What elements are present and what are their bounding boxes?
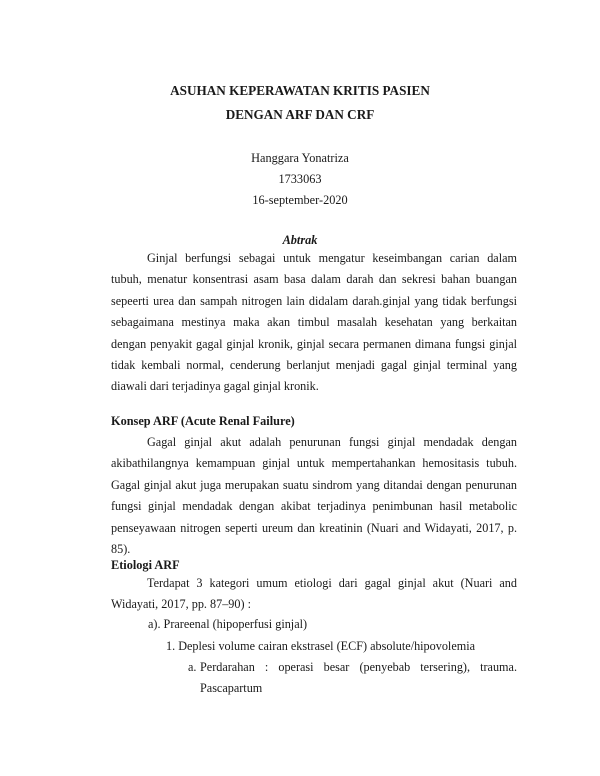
list-item-prarenal: a). Prareenal (hipoperfusi ginjal) [148, 617, 308, 631]
abstract-heading: Abtrak [282, 233, 318, 247]
list-marker: a. [188, 660, 197, 674]
title-line-1: ASUHAN KEPERAWATAN KRITIS PASIEN [170, 83, 430, 98]
list-item-deplesi: 1. Deplesi volume cairan ekstrasel (ECF) absolute/hipovolemia [166, 639, 476, 653]
author-name: Hanggara Yonatriza [251, 151, 349, 165]
list-item-perdarahan [188, 657, 517, 700]
author-id: 1733063 [278, 172, 322, 186]
etiologi-heading: Etiologi ARF [111, 558, 180, 572]
title-line-2: DENGAN ARF DAN CRF [225, 107, 375, 122]
konsep-heading: Konsep ARF (Acute Renal Failure) [111, 414, 295, 428]
etiologi-intro: Terdapat 3 kategori umum etiologi dari gagal ginjal akut (Nuari and Widayati, 2017, pp. 87–90) : [111, 576, 517, 612]
abstract-paragraph: Ginjal berfungsi sebagai untuk mengatur keseimbangan carian dalam tubuh, menatur konsentrasi asam basa dalam darah dan sekresi bahan buangan sepeerti urea dan sampah nitrogen lain didalam darah.ginjal yang tidak berfungsi sebagaimana mestinya maka akan timbul masalah kesehatan yang berkaitan dengan penyakit gagal ginjal kronik, ginjal secara permanen dimana fungsi ginjal tidak kembali normal, cenderung berlanjut menjadi gagal ginjal terminal yang diawali dari terjadinya gagal ginjal kronik. [111, 251, 517, 394]
list-item-text: Perdarahan : operasi besar (penyebab tersering), trauma. Pascapartum [200, 660, 517, 696]
author-date: 16-september-2020 [252, 193, 348, 207]
konsep-paragraph: Gagal ginjal akut adalah penurunan fungsi ginjal mendadak dengan akibathilangnya kemampuan ginjal untuk mempertahankan hemositasis tubuh. Gagal ginjal akut juga merupakan suatu sindrom yang ditandai dengan penurunan fungsi ginjal mendadak dengan akibat terjadinya penimbunan hasil metabolic penseyawaan nitrogen seperti ureum dan kreatinin (Nuari and Widayati, 2017, p. 85). [111, 435, 517, 557]
